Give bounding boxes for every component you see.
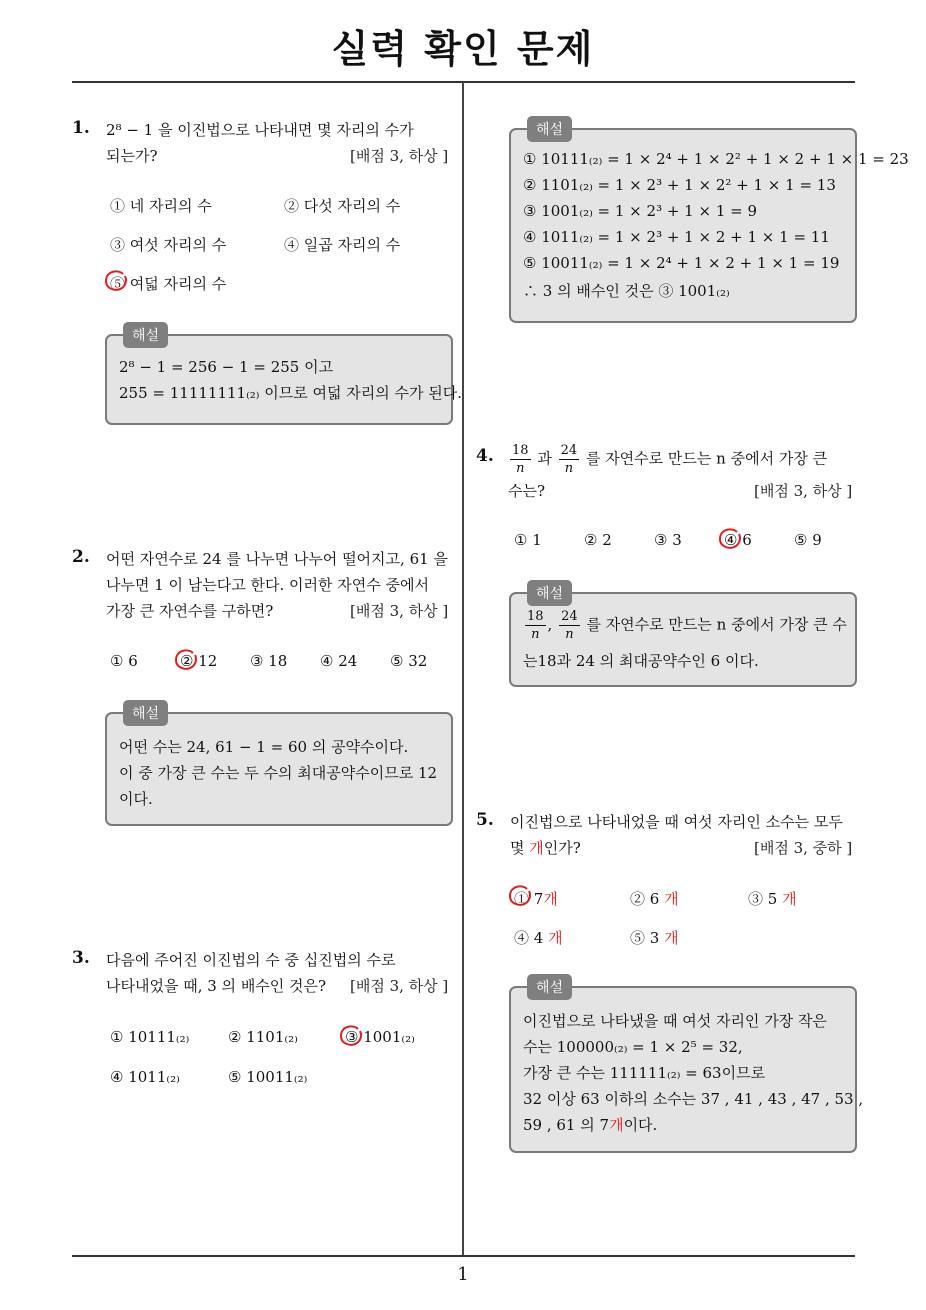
score-meta: [배점 3, 하상 ] bbox=[350, 147, 449, 165]
option-5[interactable]: ⑤ 9 bbox=[794, 531, 822, 549]
question-number: 3. bbox=[72, 948, 90, 968]
option-1[interactable]: ① 네 자리의 수 bbox=[110, 197, 212, 215]
option-unit: 개 bbox=[664, 929, 679, 947]
question-text: 이진법으로 나타내었을 때 여섯 자리인 소수는 모두 bbox=[510, 813, 843, 831]
denominator: n bbox=[565, 627, 574, 642]
explanation-line: ⑤ 10011₍₂₎ = 1 × 2⁴ + 1 × 2 + 1 × 1 = 19 bbox=[523, 254, 840, 272]
option-label: ② 6 bbox=[630, 890, 660, 908]
option-2[interactable]: ② 2 bbox=[584, 531, 612, 549]
fraction bbox=[559, 444, 580, 475]
explanation-line: 수는 100000₍₂₎ = 1 × 2⁵ = 32, bbox=[523, 1038, 743, 1056]
page-number: 1 bbox=[457, 1264, 469, 1285]
fraction bbox=[559, 610, 580, 641]
question-text-fragment: 몇 bbox=[510, 839, 530, 857]
question-text: 가장 큰 자연수를 구하면? bbox=[106, 602, 274, 620]
question-text bbox=[510, 837, 581, 858]
numerator: 18 bbox=[527, 609, 544, 624]
option-4[interactable]: ④ 1011₍₂₎ bbox=[110, 1068, 180, 1086]
explanation-box bbox=[105, 328, 462, 425]
denominator: n bbox=[564, 461, 574, 476]
explanation-tag: 해설 bbox=[527, 580, 572, 606]
option-5[interactable] bbox=[630, 927, 679, 948]
question-text: 어떤 자연수로 24 를 나누면 나누어 떨어지고, 61 을 bbox=[106, 550, 448, 568]
question-text: 다음에 주어진 이진법의 수 중 십진법의 수로 bbox=[106, 951, 396, 969]
fraction bbox=[525, 610, 546, 641]
explanation-fragment: 이다. bbox=[623, 1116, 658, 1134]
question-text: 수는? bbox=[508, 482, 546, 500]
option-label: ③ 5 bbox=[748, 890, 778, 908]
option-3[interactable] bbox=[748, 888, 797, 909]
option-3[interactable]: ③ 18 bbox=[250, 652, 288, 670]
explanation-line: 255 = 11111111₍₂₎ 이므로 여덟 자리의 수가 된다. bbox=[119, 384, 462, 402]
explanation-fragment: , bbox=[547, 615, 553, 634]
question-text-fragment: 인가? bbox=[543, 839, 581, 857]
score-meta: [배점 3, 중하 ] bbox=[754, 839, 853, 857]
option-label: ④ 4 bbox=[514, 929, 544, 947]
explanation-tag: 해설 bbox=[527, 116, 572, 142]
option-2[interactable]: ② 다섯 자리의 수 bbox=[284, 197, 401, 215]
footer-rule bbox=[72, 1255, 855, 1257]
option-5[interactable]: ⑤ 32 bbox=[390, 652, 428, 670]
option-4[interactable]: ④ 일곱 자리의 수 bbox=[284, 236, 401, 254]
score-meta: [배점 3, 하상 ] bbox=[350, 602, 449, 620]
option-unit: 개 bbox=[548, 929, 563, 947]
option-label: ⑤ 3 bbox=[630, 929, 660, 947]
question-text-fragment: 개 bbox=[529, 839, 544, 857]
explanation-line: 어떤 수는 24, 61 − 1 = 60 의 공약수이다. bbox=[119, 738, 409, 756]
question-number: 5. bbox=[476, 810, 494, 830]
option-1[interactable]: ① 10111₍₂₎ bbox=[110, 1028, 190, 1046]
explanation-line: 32 이상 63 이하의 소수는 37 , 41 , 43 , 47 , 53 , bbox=[523, 1090, 864, 1108]
question-text-fragment: 를 자연수로 만드는 n 중에서 가장 큰 bbox=[585, 449, 828, 468]
option-1[interactable]: ① 1 bbox=[514, 531, 542, 549]
explanation-line: 이진법으로 나타냈을 때 여섯 자리인 가장 작은 bbox=[523, 1012, 827, 1030]
explanation-tag: 해설 bbox=[123, 322, 168, 348]
numerator: 24 bbox=[561, 609, 578, 624]
question-text bbox=[508, 444, 827, 475]
question-text: 되는가? bbox=[106, 147, 158, 165]
page-title: 실력 확인 문제 bbox=[331, 27, 595, 71]
explanation-line: ④ 1011₍₂₎ = 1 × 2³ + 1 × 2 + 1 × 1 = 11 bbox=[523, 228, 830, 246]
explanation-line: 이 중 가장 큰 수는 두 수의 최대공약수이므로 12 bbox=[119, 764, 438, 782]
explanation-fragment: 를 자연수로 만드는 n 중에서 가장 큰 수 bbox=[586, 615, 847, 634]
explanation-line: 는18과 24 의 최대공약수인 6 이다. bbox=[523, 652, 759, 670]
option-1[interactable]: ① 6 bbox=[110, 652, 138, 670]
explanation-line bbox=[523, 1114, 657, 1135]
question-text: 2⁸ − 1 을 이진법으로 나타내면 몇 자리의 수가 bbox=[106, 121, 414, 139]
option-4[interactable] bbox=[514, 927, 563, 948]
denominator: n bbox=[531, 627, 540, 642]
explanation-line: ③ 1001₍₂₎ = 1 × 2³ + 1 × 1 = 9 bbox=[523, 202, 758, 220]
explanation-line: ① 10111₍₂₎ = 1 × 2⁴ + 1 × 2² + 1 × 2 + 1 × 1 = 23 bbox=[523, 150, 909, 168]
option-2[interactable]: ② 1101₍₂₎ bbox=[228, 1028, 298, 1046]
explanation-line: 2⁸ − 1 = 256 − 1 = 255 이고 bbox=[119, 358, 334, 376]
option-2[interactable]: ② 12 bbox=[180, 652, 218, 670]
option-2[interactable] bbox=[630, 888, 679, 909]
numerator: 18 bbox=[512, 443, 529, 458]
denominator: n bbox=[516, 461, 525, 476]
explanation-line bbox=[523, 610, 847, 641]
question-text: 나누면 1 이 남는다고 한다. 이러한 자연수 중에서 bbox=[106, 576, 429, 594]
option-unit: 개 bbox=[782, 890, 797, 908]
option-3[interactable]: ③ 1001₍₂₎ bbox=[345, 1028, 415, 1046]
option-label: ① 7 bbox=[514, 890, 544, 908]
explanation-line: ② 1101₍₂₎ = 1 × 2³ + 1 × 2² + 1 × 1 = 13 bbox=[523, 176, 836, 194]
column-divider bbox=[462, 82, 464, 1257]
explanation-box bbox=[509, 980, 864, 1153]
option-5[interactable]: ⑤ 여덟 자리의 수 bbox=[110, 275, 227, 293]
explanation-fragment: 개 bbox=[609, 1116, 624, 1134]
option-1[interactable] bbox=[514, 888, 558, 909]
numerator: 24 bbox=[560, 443, 578, 458]
explanation-box bbox=[509, 586, 857, 687]
explanation-tag: 해설 bbox=[123, 700, 168, 726]
score-meta: [배점 3, 하상 ] bbox=[754, 482, 853, 500]
explanation-tag: 해설 bbox=[527, 974, 572, 1000]
option-unit: 개 bbox=[664, 890, 679, 908]
question-number: 2. bbox=[72, 547, 90, 567]
explanation-box bbox=[509, 122, 909, 323]
explanation-fragment: 59 , 61 의 7 bbox=[523, 1116, 610, 1134]
question-number: 1. bbox=[72, 118, 90, 138]
header-rule bbox=[72, 81, 855, 83]
option-unit: 개 bbox=[543, 890, 558, 908]
question-number: 4. bbox=[476, 446, 494, 466]
option-4[interactable]: ④ 24 bbox=[320, 652, 358, 670]
explanation-box bbox=[105, 706, 453, 826]
option-3[interactable]: ③ 3 bbox=[654, 531, 682, 549]
option-5[interactable]: ⑤ 10011₍₂₎ bbox=[228, 1068, 308, 1086]
question-text: 나타내었을 때, 3 의 배수인 것은? bbox=[106, 977, 327, 995]
option-3[interactable]: ③ 여섯 자리의 수 bbox=[110, 236, 227, 254]
score-meta: [배점 3, 하상 ] bbox=[350, 977, 449, 995]
explanation-line: 가장 큰 수는 111111₍₂₎ = 63이므로 bbox=[523, 1064, 766, 1082]
question-text-fragment: 과 bbox=[537, 449, 552, 468]
explanation-line: 이다. bbox=[119, 790, 153, 808]
option-4[interactable]: ④ 6 bbox=[724, 531, 752, 549]
fraction bbox=[510, 444, 531, 475]
explanation-line: ∴ 3 의 배수인 것은 ③ 1001₍₂₎ bbox=[523, 282, 730, 300]
